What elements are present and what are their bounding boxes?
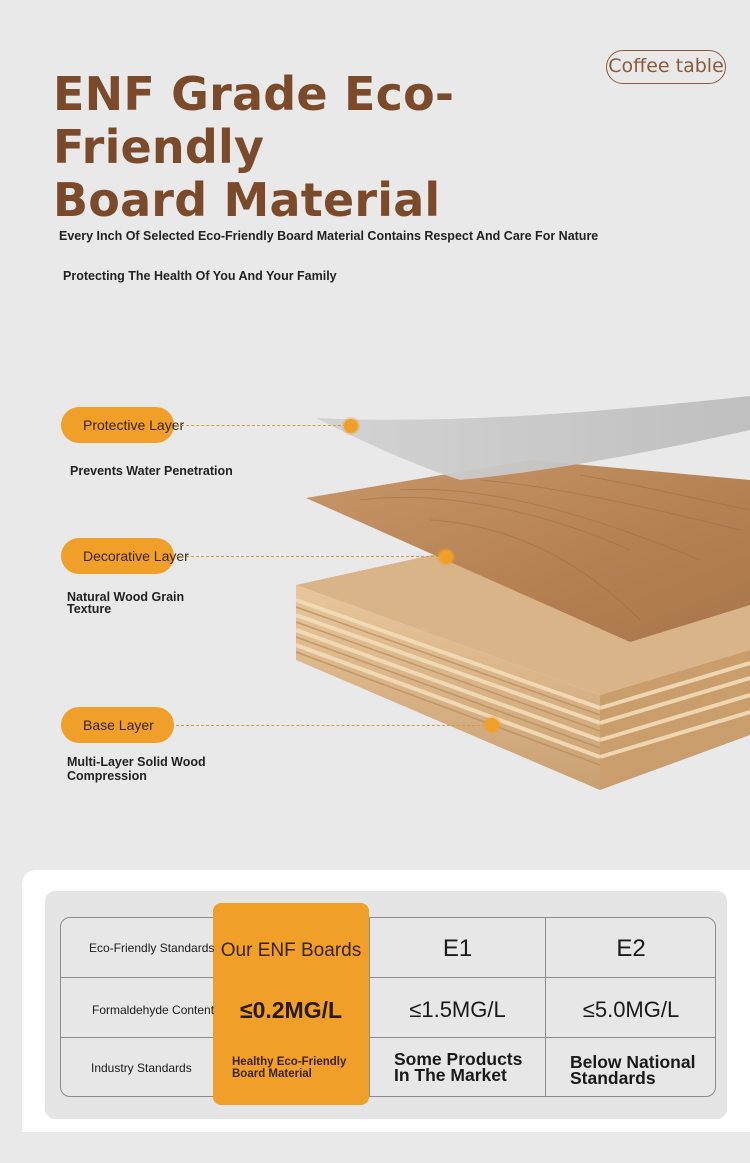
standard-e2-line-1: Below National [570, 1052, 696, 1072]
decorative-layer-pill: Decorative Layer [61, 538, 174, 574]
protective-layer-dot [344, 419, 358, 433]
row-label-formaldehyde: Formaldehyde Content [92, 1003, 215, 1017]
base-layer-pill: Base Layer [61, 707, 174, 743]
title-line-1: ENF Grade Eco-Friendly [53, 67, 455, 174]
decorative-layer-dot [439, 550, 453, 564]
board-layers-illustration [280, 390, 750, 810]
base-desc-line-2: Compression [67, 769, 147, 783]
subtitle-line-2: Protecting The Health Of You And Your Family [63, 269, 337, 283]
column-header-our-boards: Our ENF Boards [220, 940, 362, 961]
subtitle-line-1: Every Inch Of Selected Eco-Friendly Board Material Contains Respect And Care For Nature [59, 229, 599, 243]
standard-e1-line-1: Some Products [394, 1049, 523, 1069]
standard-our-boards [232, 1056, 346, 1080]
column-header-e1: E1 [442, 935, 473, 962]
standard-e2 [570, 1054, 695, 1086]
category-tag: Coffee table [606, 50, 726, 84]
standard-e1-line-2: In The Market [394, 1065, 507, 1085]
page-title [53, 68, 613, 227]
base-layer-dot [485, 718, 499, 732]
decorative-layer-leader [176, 556, 439, 557]
decorative-layer-description [67, 591, 184, 615]
base-layer-description [67, 755, 206, 783]
protective-layer-pill: Protective Layer [61, 407, 174, 443]
standard-our-boards-line-2: Board Material [232, 1068, 312, 1080]
column-header-e2: E2 [616, 935, 646, 962]
base-desc-line-1: Multi-Layer Solid Wood [67, 755, 206, 769]
formaldehyde-our-boards: ≤0.2MG/L [239, 997, 343, 1023]
protective-layer-leader [176, 425, 346, 426]
decorative-desc-line-2: Texture [67, 602, 112, 616]
title-line-2: Board Material [53, 173, 441, 227]
row-label-industry-standards: Industry Standards [91, 1061, 192, 1075]
protective-film [316, 396, 750, 480]
table-divider-row-2 [60, 1037, 716, 1038]
table-divider-row-1 [60, 977, 716, 978]
row-label-eco-standards: Eco-Friendly Standards [89, 941, 215, 955]
standard-e1 [394, 1051, 522, 1083]
standard-e2-line-2: Standards [570, 1068, 656, 1088]
protective-layer-description: Prevents Water Penetration [70, 464, 233, 478]
formaldehyde-e2: ≤5.0MG/L [582, 997, 680, 1022]
decorative-desc-line-1: Natural Wood Grain [67, 590, 185, 604]
standard-our-boards-line-1: Healthy Eco-Friendly [232, 1056, 347, 1068]
base-layer-leader [176, 725, 485, 726]
formaldehyde-e1: ≤1.5MG/L [409, 997, 506, 1022]
